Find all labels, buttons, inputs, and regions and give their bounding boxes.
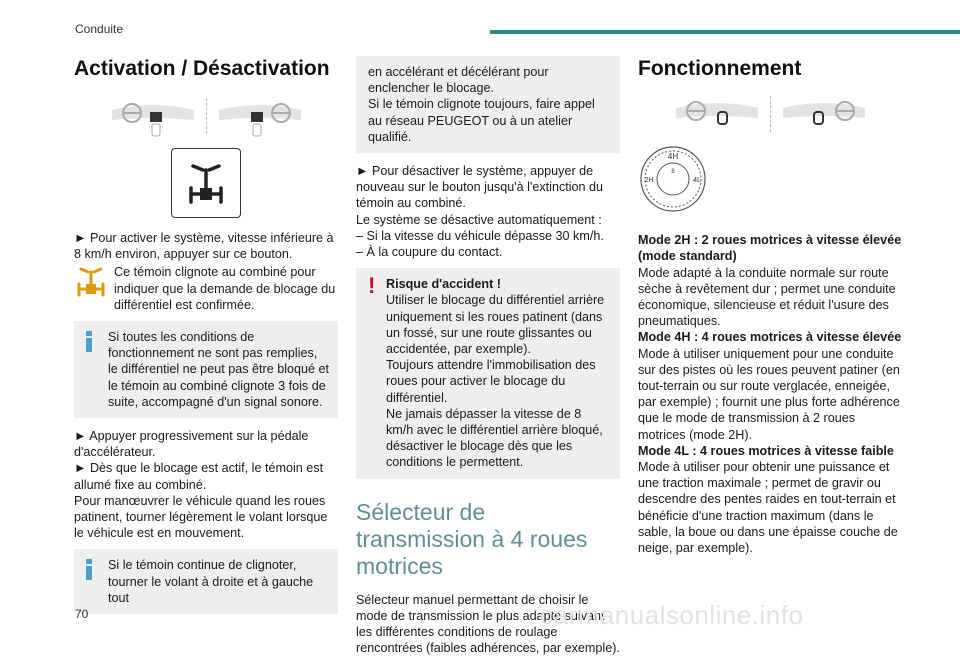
warning-text-3: Ne jamais dépasser la vitesse de 8 km/h avec le différentiel arrière bloqué, désactiver le blocage dès que les conditions le permettent. [386,406,603,470]
warning-note-accident [356,268,620,478]
column-1 [74,56,338,624]
section-title-operation: Fonctionnement [638,57,802,80]
dashboard-right-icon [781,96,867,136]
illustration-divider [770,96,771,132]
warning-text-2: Toujours attendre l'immobilisation des roues pour activer le blocage du différentiel. [386,358,596,405]
info-icon [86,331,92,351]
activation-paragraph: ► Pour activer le système, vitesse inférieure à 8 km/h environ, appuyer sur ce bouton. [74,231,334,262]
exclamation-warning-icon: ! [368,273,376,299]
dashboard-illustration [74,98,338,138]
differential-lock-icon [183,160,229,206]
warning-light-text [74,264,338,313]
mode-2h-title: Mode 2H : 2 roues motrices à vitesse élevée (mode standard) [638,233,902,264]
dashboard-left-icon [674,96,760,136]
mode-2h-text: Mode adapté à la conduite normale sur route sèche à revêtement dur ; permet une conduite économique, silencieuse et réduit l'usure des pneumatiques. [638,265,896,329]
info-note-conditions [74,321,338,418]
mode-4h-text: Mode à utiliser uniquement pour une conduite sur des pistes où les roues peuvent patiner (en tout-terrain ou sur route verglacée, enneigée, par exemple) ; fournit une plus forte adhérence que le mode de transmission à 2 roues motrices (mode 2H). [638,346,900,442]
blocking-active-paragraph: ► Dès que le blocage est actif, le témoin est allumé fixe au combiné. [74,461,324,492]
accelerate-paragraph: ► Appuyer progressivement sur la pédale d'accélérateur. [74,429,309,460]
mode-4h-title: Mode 4H : 4 roues motrices à vitesse élevée [638,330,902,345]
page-number: 70 [75,607,89,621]
dial-label-center: 8 [671,169,675,175]
mode-4l-title: Mode 4L : 4 roues motrices à vitesse faible [638,443,894,458]
maneuver-paragraph: Pour manœuvrer le véhicule quand les roues patinent, tourner légèrement le volant lorsque le véhicule est en mouvement. [74,493,328,541]
dashboard-left-icon [110,98,196,138]
info-icon [86,559,92,579]
warning-text-1: Utiliser le blocage du différentiel arrière uniquement si les roues patinent (dans un fossé, sur une route glissantes ou accidentée, par exemple). [386,293,605,357]
warning-light-paragraph: Ce témoin clignote au combiné pour indiquer que la demande de blocage du différentiel est confirmée. [114,265,336,312]
column-2 [356,56,620,656]
auto-deactivate-paragraph: Le système se désactive automatiquement : [356,212,602,227]
dashboard-right-icon [217,98,303,138]
header-section-title: Conduite [75,22,124,36]
dial-label-4h: 4H [667,152,679,161]
info-note-text: Si le témoin continue de clignoter, tourner le volant à droite et à gauche tout [108,558,314,605]
deactivate-paragraph: ► Pour désactiver le système, appuyer de nouveau sur le bouton jusqu'à l'extinction du témoin au combiné. [356,164,604,211]
illustration-divider [206,98,207,134]
note-continued-text-b: Si le témoin clignote toujours, faire appel au réseau PEUGEOT ou à un atelier qualifié. [368,97,595,144]
info-note-flashing [74,549,338,614]
header-accent-bar [490,30,960,34]
dashboard-illustration-2 [638,96,902,136]
info-note-text: Si toutes les conditions de fonctionnement ne sont pas remplies, le différentiel ne peut pas être bloqué et le témoin au combiné clignote 3 fois de suite, accompagné d'un signal sonore. [108,330,330,409]
section-title-activation: Activation / Désactivation [74,57,330,80]
auto-deactivate-item-2: – À la coupure du contact. [356,245,503,260]
section-title-selector: Sélecteur de transmission à 4 roues motrices [356,498,588,579]
dial-label-2h: 2H [644,177,654,184]
note-continued-text-a: en accélérant et décélérant pour enclencher le blocage. [368,65,549,96]
dial-label-4l: 4L [693,177,701,184]
info-note-continued [356,56,620,153]
mode-4l-text: Mode à utiliser pour obtenir une puissance et une traction maximale ; permet de gravir ou descendre des pentes raides en tout-terrain et bénéficie d'une traction maximum (dans le sable, la boue ou dans une épaisse couche de neige, par exemple). [638,460,898,556]
watermark: carmanualsonline.info [540,600,804,630]
transmission-selector-dial-icon [638,144,708,214]
diff-lock-button-icon [171,148,241,218]
column-3 [638,56,902,556]
diff-lock-warning-light-icon [74,264,108,298]
warning-title: Risque d'accident ! [386,277,501,292]
auto-deactivate-item-1: – Si la vitesse du véhicule dépasse 30 km/h. [356,228,604,243]
selector-description: Sélecteur manuel permettant de choisir le mode de transmission le plus adapté suivant les différentes conditions de roulage rencontrées (faibles adhérences, par exemple). [356,592,620,656]
